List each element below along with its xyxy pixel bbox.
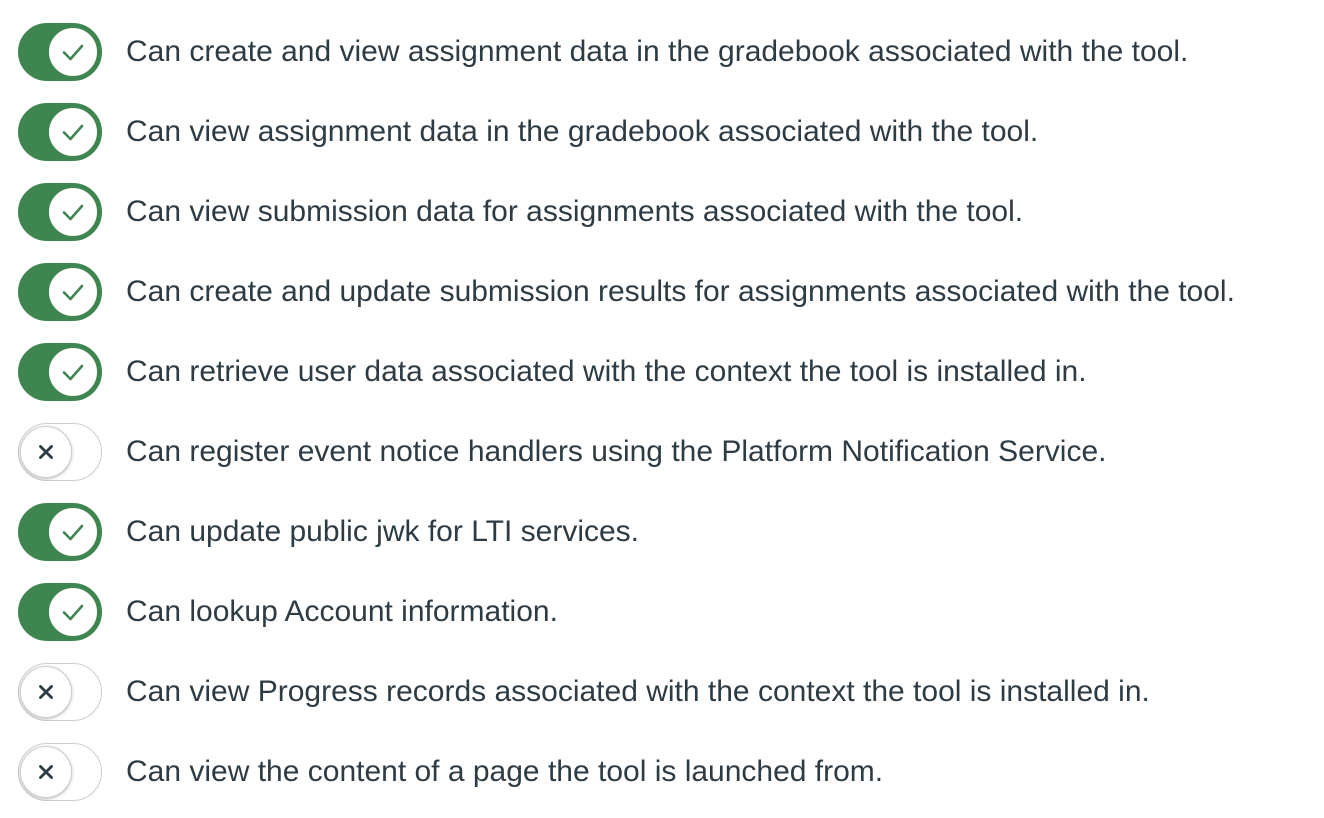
permission-row xyxy=(18,92,1318,172)
permissions-list xyxy=(18,12,1318,812)
permission-row xyxy=(18,652,1318,732)
permission-label: Can create and view assignment data in the gradebook associated with the tool. xyxy=(126,35,1189,68)
toggle-knob xyxy=(47,586,99,638)
permission-toggle[interactable] xyxy=(18,23,102,81)
checkmark-icon xyxy=(60,279,86,305)
permission-row xyxy=(18,172,1318,252)
permission-label: Can create and update submission results for assignments associated with the tool. xyxy=(126,275,1235,308)
permission-toggle[interactable] xyxy=(18,183,102,241)
permission-toggle[interactable] xyxy=(18,343,102,401)
checkmark-icon xyxy=(60,199,86,225)
permission-toggle[interactable] xyxy=(18,663,102,721)
permission-row xyxy=(18,252,1318,332)
checkmark-icon xyxy=(60,359,86,385)
checkmark-icon xyxy=(60,119,86,145)
permission-label: Can view submission data for assignments associated with the tool. xyxy=(126,195,1024,228)
permission-label: Can view Progress records associated with the context the tool is installed in. xyxy=(126,675,1150,708)
checkmark-icon xyxy=(60,519,86,545)
checkmark-icon xyxy=(60,39,86,65)
permission-toggle[interactable] xyxy=(18,263,102,321)
permission-label: Can view the content of a page the tool is launched from. xyxy=(126,755,884,788)
permission-label: Can retrieve user data associated with the context the tool is installed in. xyxy=(126,355,1087,388)
permission-row xyxy=(18,412,1318,492)
permission-toggle[interactable] xyxy=(18,583,102,641)
permission-row xyxy=(18,732,1318,812)
x-icon xyxy=(37,443,55,461)
toggle-knob xyxy=(47,346,99,398)
checkmark-icon xyxy=(60,599,86,625)
toggle-knob xyxy=(20,426,72,478)
permission-toggle[interactable] xyxy=(18,423,102,481)
permission-label: Can lookup Account information. xyxy=(126,595,558,628)
permission-row xyxy=(18,572,1318,652)
toggle-knob xyxy=(47,106,99,158)
permission-row xyxy=(18,492,1318,572)
permission-label: Can register event notice handlers using the Platform Notification Service. xyxy=(126,435,1107,468)
toggle-knob xyxy=(20,746,72,798)
x-icon xyxy=(37,763,55,781)
toggle-knob xyxy=(47,26,99,78)
permission-row xyxy=(18,332,1318,412)
toggle-knob xyxy=(47,266,99,318)
permission-toggle[interactable] xyxy=(18,743,102,801)
permission-row xyxy=(18,12,1318,92)
toggle-knob xyxy=(20,666,72,718)
permission-label: Can view assignment data in the gradebook associated with the tool. xyxy=(126,115,1039,148)
x-icon xyxy=(37,683,55,701)
toggle-knob xyxy=(47,186,99,238)
toggle-knob xyxy=(47,506,99,558)
permission-label: Can update public jwk for LTI services. xyxy=(126,515,640,548)
permission-toggle[interactable] xyxy=(18,503,102,561)
permission-toggle[interactable] xyxy=(18,103,102,161)
